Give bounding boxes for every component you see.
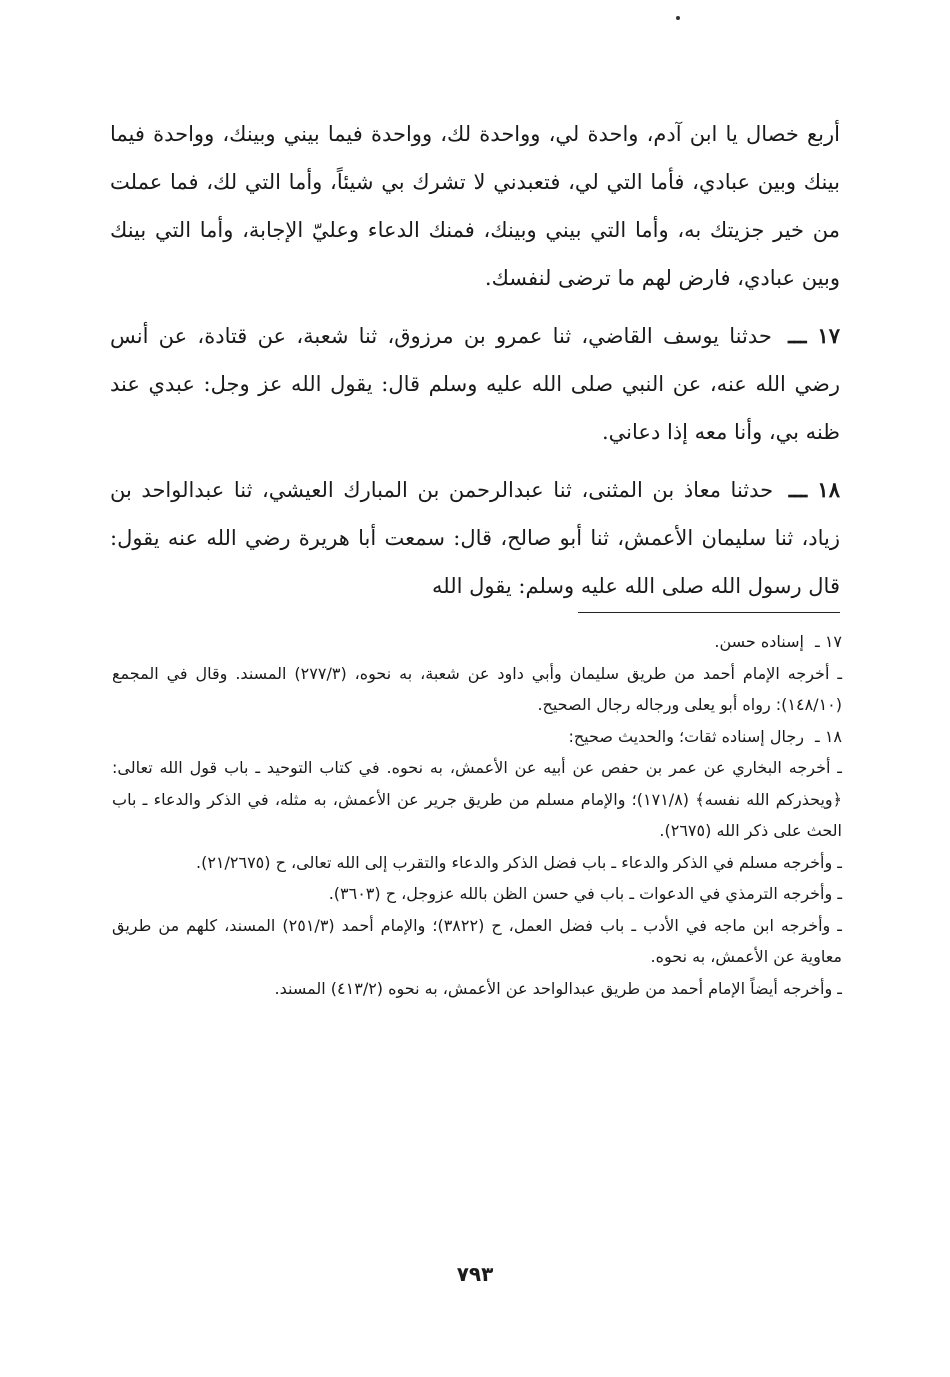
footnote-item [112,658,842,721]
footnote-divider [578,612,840,613]
footnote-item [112,878,842,910]
footnote-text: ـ أخرجه البخاري عن عمر بن حفص عن أبيه عن الأعمش، به نحوه. في كتاب التوحيد ـ باب قول الله تعالى: ﴿ويحذركم الله نفسه﴾ (١٧١/٨)؛ والإمام مسلم من طريق جرير عن الأعمش، به مثله، في الذكر والدعاء ـ باب الحث على ذكر الله (٢٦٧٥). [112,758,842,840]
footnote-item [112,721,842,753]
top-dot-mark [676,16,680,20]
footnote-text: ـ وأخرجه الترمذي في الدعوات ـ باب في حسن الظن بالله عزوجل، ح (٣٦٠٣). [328,884,842,903]
footnote-item [112,910,842,973]
footnote-number: ١٨ ـ [815,726,842,746]
footnote-text: ـ وأخرجه أيضاً الإمام أحمد من طريق عبدالواحد عن الأعمش، به نحوه (٤١٣/٢) المسند. [274,978,842,998]
paragraph-text: حدثنا معاذ بن المثنى، ثنا عبدالرحمن بن المبارك العيشي، ثنا عبدالواحد بن زياد، ثنا سليمان الأعمش، ثنا أبو صالح، قال: سمعت أبا هريرة رضي الله عنه يقول: قال رسول الله صلى الله عليه وسلم: يقول الله [110,478,840,598]
paragraph-text: حدثنا يوسف القاضي، ثنا عمرو بن مرزوق، ثنا شعبة، عن قتادة، عن أنس رضي الله عنه، عن النبي صلى الله عليه وسلم قال: يقول الله عز وجل: عبدي عند ظنه بي، وأنا معه إذا دعاني. [110,324,840,444]
page-number: ٧٩٣ [456,1262,494,1286]
footnote-text: إسناده حسن. [714,632,804,651]
paragraph-text: أربع خصال يا ابن آدم، واحدة لي، وواحدة لك، وواحدة فيما بيني وبينك، وواحدة فيما بينك وبين عبادي، فأما التي لي، فتعبدني لا تشرك بي شيئاً، وأما التي لك، فما عملت من خير جزيتك به، وأما التي بيني وبينك، فمنك الدعاء وعليّ الإجابة، وأما التي بينك وبين عبادي، فارض لهم ما ترضى لنفسك. [110,122,840,290]
footnote-text: ـ أخرجه الإمام أحمد من طريق سليمان وأبي داود عن شعبة، به نحوه، (٢٧٧/٣) المسند. وقال في المجمع (١٤٨/١٠): رواه أبو يعلى ورجاله رجال الصحيح. [112,663,843,714]
paragraph-hadith-18 [110,466,840,610]
hadith-number: ١٨ ـــ [788,477,840,502]
footnotes-section [112,626,842,1004]
footnote-text: رجال إسناده ثقات؛ والحديث صحيح: [568,726,804,746]
footnote-item [112,626,842,658]
footnote-item [112,973,842,1005]
footnote-item [112,752,842,847]
footnote-number: ١٧ ـ [815,632,842,651]
footnote-text: ـ وأخرجه ابن ماجه في الأدب ـ باب فضل العمل، ح (٣٨٢٢)؛ والإمام أحمد (٢٥١/٣) المسند، كلهم من طريق معاوية عن الأعمش، به نحوه. [112,915,842,966]
footnote-text: ـ وأخرجه مسلم في الذكر والدعاء ـ باب فضل الذكر والدعاء والتقرب إلى الله تعالى، ح (٢١/٢٦٧٥). [195,852,842,872]
hadith-number: ١٧ ـــ [788,323,840,348]
footnote-item [112,847,842,879]
paragraph-hadith-17 [110,312,840,456]
paragraph-hadith-continuation [110,110,840,302]
main-text-body [110,110,840,620]
